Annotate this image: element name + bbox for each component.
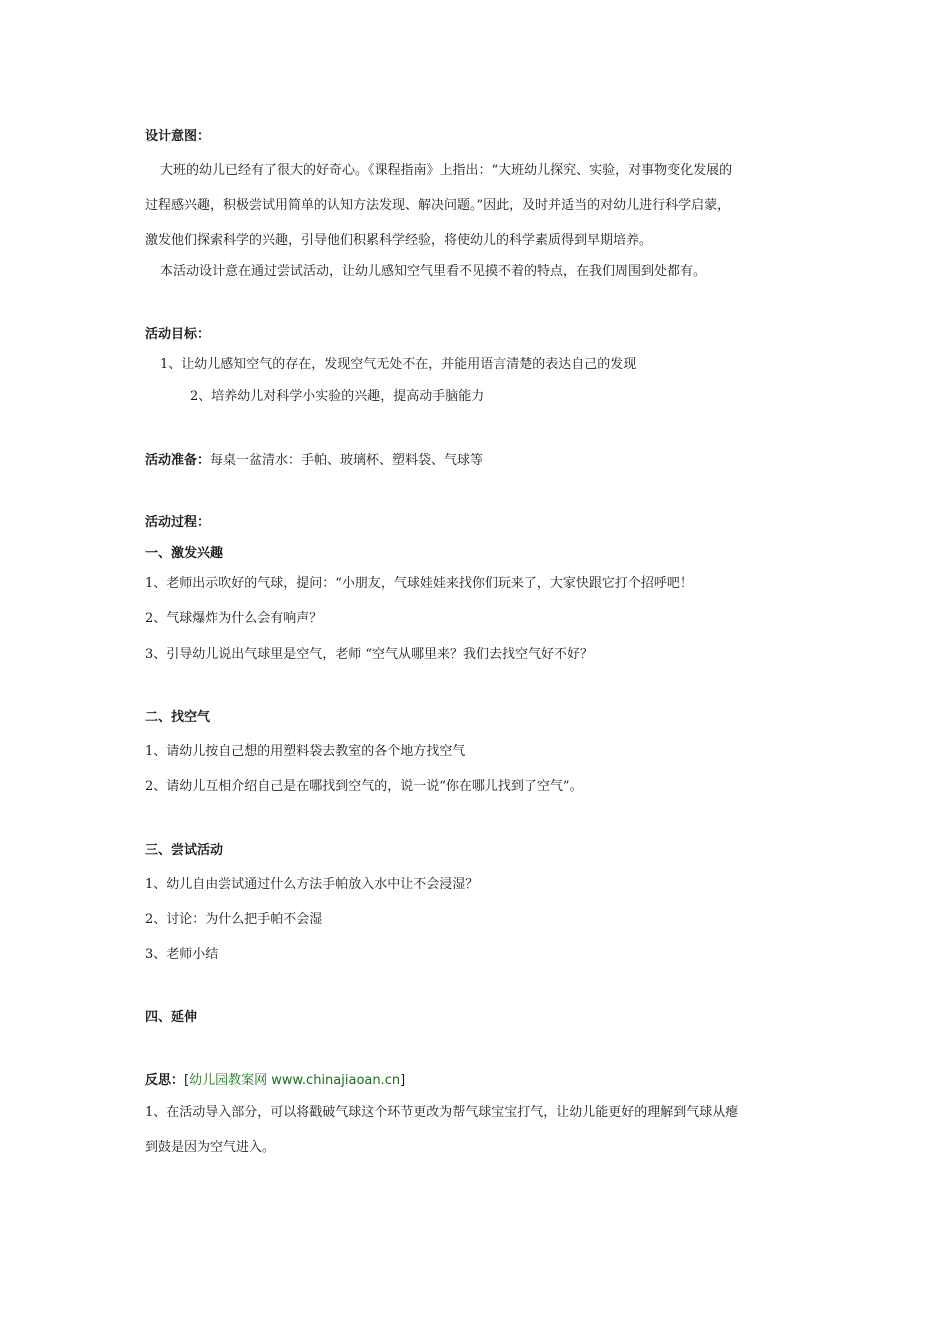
- section-1-title: 一、激发兴趣: [145, 546, 224, 561]
- section-1-item-2: 2、气球爆炸为什么会有响声？: [145, 611, 323, 626]
- prep-heading: 活动准备：: [145, 453, 211, 468]
- section-4-title: 四、延伸: [145, 1010, 198, 1025]
- goals-item-2: 2、培养幼儿对科学小实验的兴趣，提高动手脑能力: [190, 389, 485, 404]
- reflection-heading: 反思：: [145, 1073, 185, 1088]
- section-2-item-1: 1、请幼儿按自己想的用塑料袋去教室的各个地方找空气: [145, 744, 466, 759]
- reflection-bracket-close: ]: [400, 1073, 406, 1088]
- goals-item-1: 1、让幼儿感知空气的存在，发现空气无处不在，并能用语言清楚的表达自己的发现: [160, 357, 637, 372]
- reflection-line-1: 1、在活动导入部分，可以将戳破气球这个环节更改为帮气球宝宝打气，让幼儿能更好的理解到气球从瘪: [145, 1105, 739, 1120]
- section-2-item-2: 2、请幼儿互相介绍自己是在哪找到空气的，说一说“你在哪儿找到了空气”。: [145, 779, 583, 794]
- design-para1-line2: 过程感兴趣，积极尝试用简单的认知方法发现、解决问题。”因此，及时并适当的对幼儿进行科学启蒙，: [145, 198, 731, 213]
- reflection-bracket-open: [: [184, 1073, 190, 1088]
- prep-text: 每桌一盆清水：手帕、玻璃杯、塑料袋、气球等: [210, 453, 484, 468]
- section-3-item-1: 1、幼儿自由尝试通过什么方法手帕放入水中让不会浸湿？: [145, 877, 479, 892]
- site-link[interactable]: 幼儿园教案网 www.chinajiaoan.cn: [189, 1073, 401, 1088]
- section-1-item-3: 3、引导幼儿说出气球里是空气，老师 “空气从哪里来？我们去找空气好不好？: [145, 647, 594, 662]
- section-3-title: 三、尝试活动: [145, 843, 224, 858]
- reflection-heading-line: [145, 1072, 405, 1090]
- design-para1-line1: 大班的幼儿已经有了很大的好奇心。《课程指南》上指出：“大班幼儿探究、实验，对事物变化发展的: [160, 163, 733, 178]
- section-2-title: 二、找空气: [145, 710, 211, 725]
- section-1-item-1: 1、老师出示吹好的气球，提问：“小朋友，气球娃娃来找你们玩来了，大家快跟它打个招呼吧！: [145, 576, 693, 591]
- prep-line: [145, 452, 483, 470]
- process-heading: 活动过程：: [145, 515, 211, 530]
- goals-heading: 活动目标：: [145, 327, 211, 342]
- reflection-line-2: 到鼓是因为空气进入。: [145, 1140, 276, 1155]
- section-3-item-2: 2、讨论：为什么把手帕不会湿: [145, 912, 323, 927]
- design-para2: 本活动设计意在通过尝试活动，让幼儿感知空气里看不见摸不着的特点，在我们周围到处都有。: [160, 264, 707, 279]
- design-para1-line3: 激发他们探索科学的兴趣，引导他们积累科学经验，将使幼儿的科学素质得到早期培养。: [145, 233, 653, 248]
- section-3-item-3: 3、老师小结: [145, 947, 219, 962]
- design-heading: 设计意图：: [145, 129, 211, 144]
